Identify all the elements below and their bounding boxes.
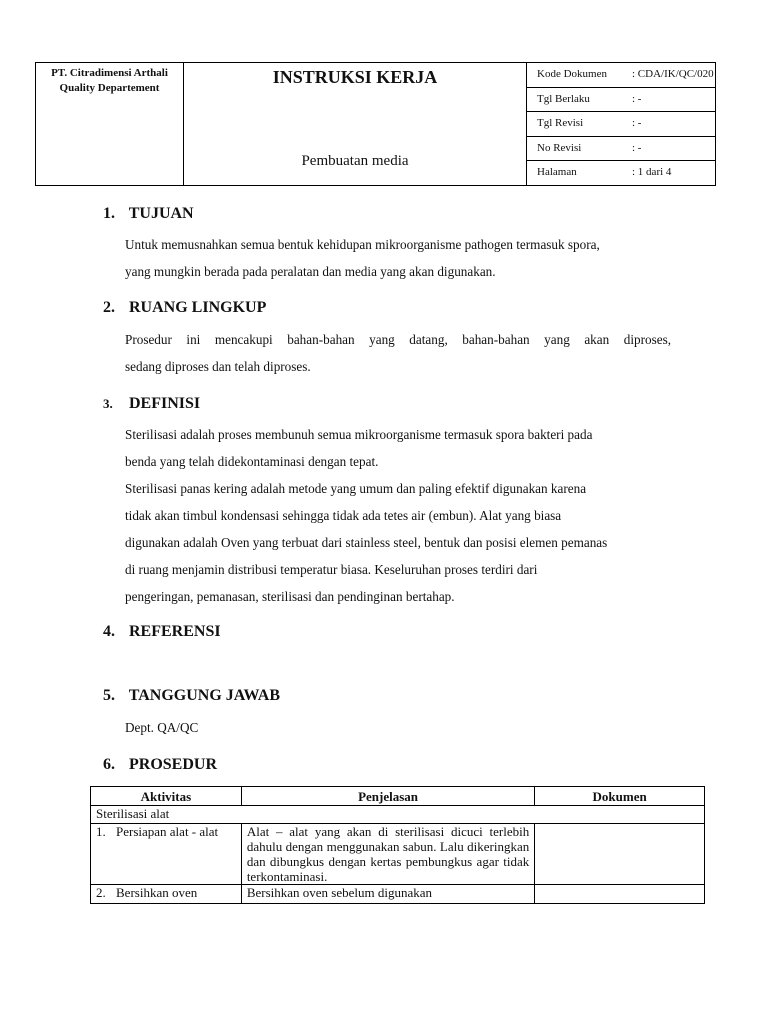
section-heading-tujuan	[103, 205, 194, 223]
section-heading-prosedur	[103, 756, 217, 774]
text-line: Dept. QA/QC	[125, 720, 199, 735]
text-line: benda yang telah didekontaminasi dengan tepat.	[125, 454, 379, 469]
meta-value: : -	[632, 141, 642, 154]
text-line: yang mungkin berada pada peralatan dan media yang akan digunakan.	[125, 264, 496, 279]
group-label: Sterilisasi alat	[91, 806, 705, 824]
title-cell	[184, 63, 527, 185]
text-line: sedang diproses dan telah diproses.	[125, 359, 311, 374]
activity-text: Bersihkan oven	[116, 885, 198, 900]
text-line: tidak akan timbul kondensasi sehingga tidak ada tetes air (embun). Alat yang biasa	[125, 508, 562, 523]
text-line: di ruang menjamin distribusi temperatur biasa. Keseluruhan proses terdiri dari	[125, 562, 538, 577]
meta-row	[527, 137, 715, 162]
document-header	[35, 62, 716, 186]
meta-row	[527, 88, 715, 113]
meta-key: No Revisi	[537, 141, 582, 154]
table-header-row	[91, 787, 705, 806]
section-title: REFERENSI	[129, 623, 221, 640]
meta-value: : -	[632, 92, 642, 105]
table-group-row	[91, 806, 705, 824]
column-header: Penjelasan	[241, 787, 534, 806]
column-header: Aktivitas	[91, 787, 242, 806]
section-number: 6.	[103, 756, 115, 773]
activity-text: Persiapan alat - alat	[116, 824, 219, 839]
activity-cell	[91, 885, 242, 904]
section-number: 3.	[103, 396, 113, 411]
section-number: 4.	[103, 623, 115, 640]
activity-cell	[91, 824, 242, 885]
document-cell	[535, 824, 705, 885]
meta-key: Halaman	[537, 166, 577, 179]
section-heading-ruang-lingkup	[103, 299, 266, 317]
text-line: Untuk memusnahkan semua bentuk kehidupan mikroorganisme pathogen termasuk spora,	[125, 237, 600, 252]
column-header: Dokumen	[535, 787, 705, 806]
company-cell	[36, 63, 184, 185]
tanggung-jawab-paragraph	[125, 714, 671, 741]
meta-row	[527, 112, 715, 137]
row-number: 1.	[96, 824, 106, 839]
section-heading-referensi	[103, 623, 221, 641]
section-heading-definisi	[103, 395, 200, 413]
description-cell: Alat – alat yang akan di sterilisasi dicuci terlebih dahulu dengan menggunakan sabun. Lalu dikeringkan dan dibungkus dengan kertas pembungkus agar tidak terkontaminasi.	[241, 824, 534, 885]
section-title: RUANG LINGKUP	[129, 299, 267, 316]
meta-value: : -	[632, 117, 642, 130]
meta-key: Tgl Berlaku	[537, 92, 590, 105]
meta-row	[527, 161, 715, 186]
section-number: 2.	[103, 299, 115, 316]
text-line: digunakan adalah Oven yang terbuat dari stainless steel, bentuk dan posisi elemen pemanas	[125, 535, 608, 550]
text-line: Sterilisasi panas kering adalah metode yang umum dan paling efektif digunakan karena	[125, 481, 587, 496]
procedure-table	[90, 786, 705, 904]
definisi-paragraph	[125, 421, 671, 610]
section-title: DEFINISI	[129, 395, 201, 412]
description-cell: Bersihkan oven sebelum digunakan	[241, 885, 534, 904]
meta-key: Kode Dokumen	[537, 68, 607, 80]
section-number: 5.	[103, 687, 115, 704]
department-name: Quality Departement	[59, 82, 160, 94]
meta-value: : CDA/IK/QC/020	[632, 68, 714, 80]
meta-row	[527, 63, 715, 88]
section-number: 1.	[103, 205, 115, 222]
company-name: PT. Citradimensi Arthali	[51, 67, 168, 79]
document-subtitle: Pembuatan media	[301, 153, 409, 169]
meta-key: Tgl Revisi	[537, 117, 584, 130]
section-title: TUJUAN	[128, 205, 194, 222]
ruang-lingkup-paragraph	[125, 326, 671, 380]
section-title: PROSEDUR	[129, 756, 218, 773]
meta-value: : 1 dari 4	[632, 166, 672, 179]
meta-cell	[527, 63, 715, 185]
text-line: Prosedur ini mencakupi bahan-bahan yang datang, bahan-bahan yang akan diproses,	[125, 332, 671, 347]
text-line: pengeringan, pemanasan, sterilisasi dan pendinginan bertahap.	[125, 589, 455, 604]
tujuan-paragraph	[125, 231, 671, 285]
document-cell	[535, 885, 705, 904]
table-row	[91, 885, 705, 904]
section-title: TANGGUNG JAWAB	[128, 687, 280, 704]
text-line: Sterilisasi adalah proses membunuh semua mikroorganisme termasuk spora bakteri pada	[125, 427, 593, 442]
row-number: 2.	[96, 885, 106, 900]
section-heading-tanggung-jawab	[103, 687, 280, 705]
table-row	[91, 824, 705, 885]
document-title: INSTRUKSI KERJA	[272, 67, 438, 87]
